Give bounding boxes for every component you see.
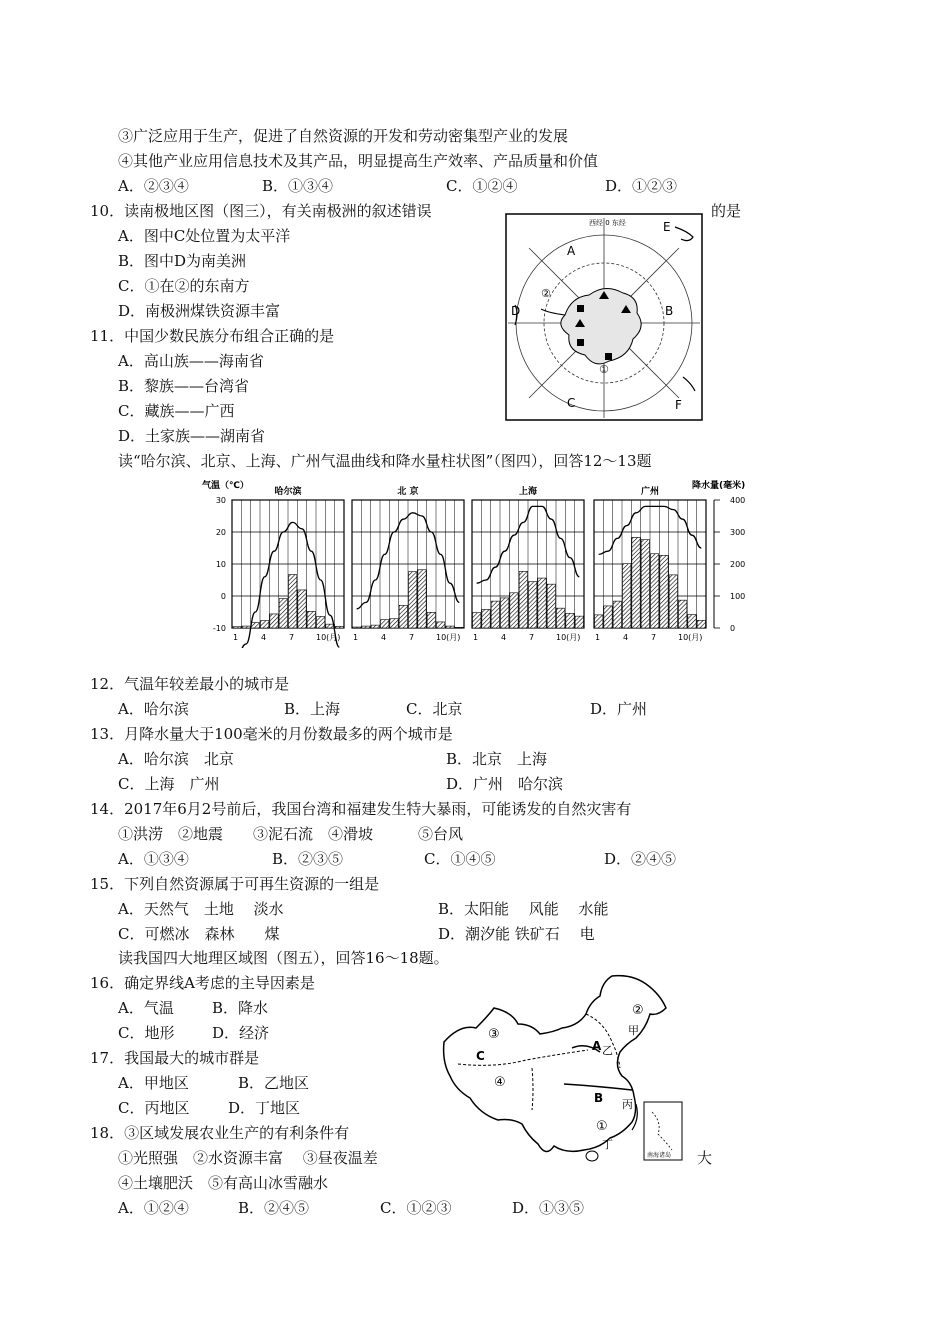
map-label-2-region: ② <box>632 1003 644 1018</box>
q17-option-b: B．乙地区 <box>238 1074 310 1092</box>
q13-option-d: D．广州 哈尔滨 <box>446 775 564 793</box>
map-label-3-region: ③ <box>488 1027 500 1042</box>
q17-option-d: D．丁地区 <box>228 1099 301 1117</box>
q18-option-b: B．②④⑤ <box>238 1199 310 1217</box>
map-label-e: E <box>663 220 671 234</box>
map-label-4-region: ④ <box>494 1075 506 1090</box>
climate-charts <box>198 476 766 648</box>
precip-bar <box>566 613 574 628</box>
precip-bar <box>353 627 361 628</box>
q17-stem: 17．我国最大的城市群是 <box>90 1049 260 1067</box>
city-title: 广州 <box>640 487 660 497</box>
q18-items-1-tail: 大 <box>697 1149 713 1167</box>
q15-option-a: A．天然气 土地 淡水 <box>118 900 284 918</box>
x-tick-label: 10(月) <box>436 633 461 642</box>
precip-bar <box>641 540 649 628</box>
x-tick-label: 4 <box>623 633 629 642</box>
precip-bar <box>270 614 278 628</box>
q9-option-a: A．②③④ <box>118 177 189 195</box>
map-label-d: D <box>511 304 521 318</box>
q12-option-a: A．哈尔滨 <box>118 700 189 718</box>
precip-bar <box>557 608 565 628</box>
q16-option-d: D．经济 <box>212 1024 270 1042</box>
read-fig4: 读“哈尔滨、北京、上海、广州气温曲线和降水量柱状图”（图四），回答12～13题 <box>118 452 652 470</box>
precip-bar <box>529 582 537 628</box>
statement-4: ④其他产业应用信息技术及其产品，明显提高生产效率、产品质量和价值 <box>118 152 599 170</box>
q16-option-c: C．地形 <box>118 1024 175 1042</box>
q18-stem: 18．③区域发展农业生产的有利条件有 <box>90 1124 350 1142</box>
precip-bar <box>679 600 687 628</box>
q12-option-d: D．广州 <box>590 700 648 718</box>
precip-bar <box>335 626 343 628</box>
precip-bar <box>595 615 603 628</box>
map-label-2: ② <box>541 287 551 300</box>
q11-option-c: C．藏族——广西 <box>118 402 235 420</box>
map-label-a: A <box>567 244 576 258</box>
precip-bar <box>491 601 499 628</box>
map-label-c: C <box>567 396 576 410</box>
city-title: 北 京 <box>397 487 419 497</box>
x-tick-label: 10(月) <box>316 633 341 642</box>
q14-option-a: A．①③④ <box>118 850 189 868</box>
q13-option-a: A．哈尔滨 北京 <box>118 750 234 768</box>
q11-option-d: D．土家族——湖南省 <box>118 427 266 445</box>
x-tick-label: 10(月) <box>678 633 703 642</box>
precip-bar <box>669 575 677 628</box>
precip-bar <box>399 605 407 628</box>
precip-bar <box>437 622 445 628</box>
map-label-1-region: ① <box>596 1119 608 1134</box>
precip-bar <box>510 593 518 628</box>
q16-stem: 16．确定界线A考虑的主导因素是 <box>90 974 315 992</box>
precip-bar <box>409 572 417 628</box>
q10-stem-tail: 的是 <box>711 202 742 220</box>
precip-bar <box>242 626 250 628</box>
x-tick-label: 1 <box>353 633 359 642</box>
read-fig5: 读我国四大地理区域图（图五），回答16～18题。 <box>118 949 449 967</box>
precip-bar <box>279 599 287 628</box>
q13-stem: 13．月降水量大于100毫米的月份数最多的两个城市是 <box>90 725 453 743</box>
q18-option-a: A．①②④ <box>118 1199 189 1217</box>
map-label-jia: 甲 <box>628 1024 639 1037</box>
precip-bar <box>613 601 621 628</box>
q11-stem: 11．中国少数民族分布组合正确的是 <box>90 327 335 345</box>
q10-option-d: D．南极洲煤铁资源丰富 <box>118 302 281 320</box>
q12-stem: 12．气温年较差最小的城市是 <box>90 675 290 693</box>
precip-bar <box>289 575 297 628</box>
q15-option-d: D．潮汐能 铁矿石 电 <box>438 925 595 943</box>
q12-option-c: C．北京 <box>406 700 463 718</box>
q9-option-b: B．①③④ <box>262 177 334 195</box>
precip-bar <box>362 626 370 628</box>
q10-stem: 10．读南极地区图（图三），有关南极洲的叙述错误 <box>90 202 432 220</box>
precip-bar <box>473 613 481 628</box>
china-regions-map <box>436 972 694 1168</box>
precip-bar <box>519 571 527 628</box>
y-left-tick: -10 <box>212 624 226 633</box>
precip-bar <box>623 564 631 628</box>
y-left-tick: 20 <box>215 528 226 537</box>
precip-bar <box>688 615 696 628</box>
boundary-label-c: C <box>476 1049 485 1063</box>
q15-option-b: B．太阳能 风能 水能 <box>438 900 609 918</box>
x-tick-label: 4 <box>261 633 267 642</box>
map-label-f: F <box>675 398 682 412</box>
q17-option-c: C．丙地区 <box>118 1099 190 1117</box>
precip-bar <box>251 623 259 628</box>
y-right-tick: 200 <box>730 560 746 569</box>
statement-3: ③广泛应用于生产，促进了自然资源的开发和劳动密集型产业的发展 <box>118 127 569 145</box>
city-title: 哈尔滨 <box>274 487 302 497</box>
q16-option-b: B．降水 <box>212 999 269 1017</box>
y-right-tick: 0 <box>730 624 736 633</box>
precip-bar <box>651 554 659 628</box>
q11-option-a: A．高山族——海南省 <box>118 352 264 370</box>
q14-stem: 14．2017年6月2号前后，我国台湾和福建发生特大暴雨，可能诱发的自然灾害有 <box>90 800 632 818</box>
x-tick-label: 4 <box>501 633 507 642</box>
city-title: 上海 <box>518 487 538 497</box>
precip-bar <box>371 625 379 628</box>
precip-bar <box>307 611 315 628</box>
q18-option-c: C．①②③ <box>380 1199 452 1217</box>
q9-option-c: C．①②④ <box>446 177 518 195</box>
q14-option-d: D．②④⑤ <box>604 850 677 868</box>
q10-option-b: B．图中D为南美洲 <box>118 252 247 270</box>
precip-bar <box>390 619 398 628</box>
x-tick-label: 7 <box>651 633 657 642</box>
x-tick-label: 7 <box>529 633 535 642</box>
y-right-tick: 400 <box>730 496 746 505</box>
q14-option-c: C．①④⑤ <box>424 850 496 868</box>
q18-items-1: ①光照强 ②水资源丰富 ③昼夜温差 <box>118 1149 378 1167</box>
boundary-label-a: A <box>592 1039 602 1053</box>
x-tick-label: 4 <box>381 633 387 642</box>
q18-items-2: ④土壤肥沃 ⑤有高山冰雪融水 <box>118 1174 329 1192</box>
q14-items: ①洪涝 ②地震 ③泥石流 ④滑坡 ⑤台风 <box>118 825 464 843</box>
q13-option-c: C．上海 广州 <box>118 775 220 793</box>
q17-option-a: A．甲地区 <box>118 1074 189 1092</box>
q13-option-b: B．北京 上海 <box>446 750 548 768</box>
precip-bar <box>317 616 325 628</box>
x-tick-label: 10(月) <box>556 633 581 642</box>
precip-bar <box>482 609 490 628</box>
q9-option-d: D．①②③ <box>605 177 678 195</box>
map-label-yi: 乙 <box>602 1044 613 1057</box>
precip-bar <box>697 620 705 628</box>
precip-bar <box>298 590 306 628</box>
precip-bar <box>418 570 426 628</box>
precip-bar <box>660 555 668 628</box>
precip-bar <box>538 578 546 628</box>
precip-bar <box>632 537 640 628</box>
x-tick-label: 7 <box>409 633 415 642</box>
precip-bar <box>604 606 612 628</box>
y-left-tick: 30 <box>215 496 226 505</box>
map-label-1: ① <box>599 363 609 376</box>
q10-option-c: C．①在②的东南方 <box>118 277 250 295</box>
y-right-tick: 100 <box>730 592 746 601</box>
map-label-b: B <box>665 304 674 318</box>
precip-bar <box>381 620 389 628</box>
q15-stem: 15．下列自然资源属于可再生资源的一组是 <box>90 875 380 893</box>
precip-bar <box>446 626 454 628</box>
y-left-title: 气温（℃） <box>202 481 249 491</box>
q10-option-a: A．图中C处位置为太平洋 <box>118 227 291 245</box>
y-right-title: 降水量(毫米) <box>692 481 746 491</box>
boundary-label-b: B <box>594 1091 604 1105</box>
map-label-ding: 丁 <box>602 1138 613 1151</box>
antarctic-map <box>505 213 703 421</box>
q18-option-d: D．①③⑤ <box>512 1199 585 1217</box>
q15-option-c: C．可燃冰 森林 煤 <box>118 925 280 943</box>
precip-bar <box>455 627 463 628</box>
precip-bar <box>233 627 241 628</box>
precip-bar <box>501 598 509 628</box>
precip-bar <box>427 612 435 628</box>
y-left-tick: 10 <box>215 560 226 569</box>
x-tick-label: 1 <box>233 633 239 642</box>
q11-option-b: B．黎族——台湾省 <box>118 377 250 395</box>
y-right-tick: 300 <box>730 528 746 537</box>
x-tick-label: 1 <box>595 633 601 642</box>
inset-label: 南海诸岛 <box>647 1152 672 1159</box>
x-tick-label: 7 <box>289 633 295 642</box>
q14-option-b: B．②③⑤ <box>272 850 344 868</box>
map-label-bing: 丙 <box>622 1098 633 1111</box>
precip-bar <box>326 624 334 628</box>
q16-option-a: A．气温 <box>118 999 174 1017</box>
precip-bar <box>261 621 269 628</box>
precip-bar <box>547 584 555 628</box>
x-tick-label: 1 <box>473 633 479 642</box>
y-left-tick: 0 <box>220 592 226 601</box>
q12-option-b: B．上海 <box>284 700 341 718</box>
map-legend: 西经 0 东经 <box>589 219 626 227</box>
precip-bar <box>575 616 583 628</box>
